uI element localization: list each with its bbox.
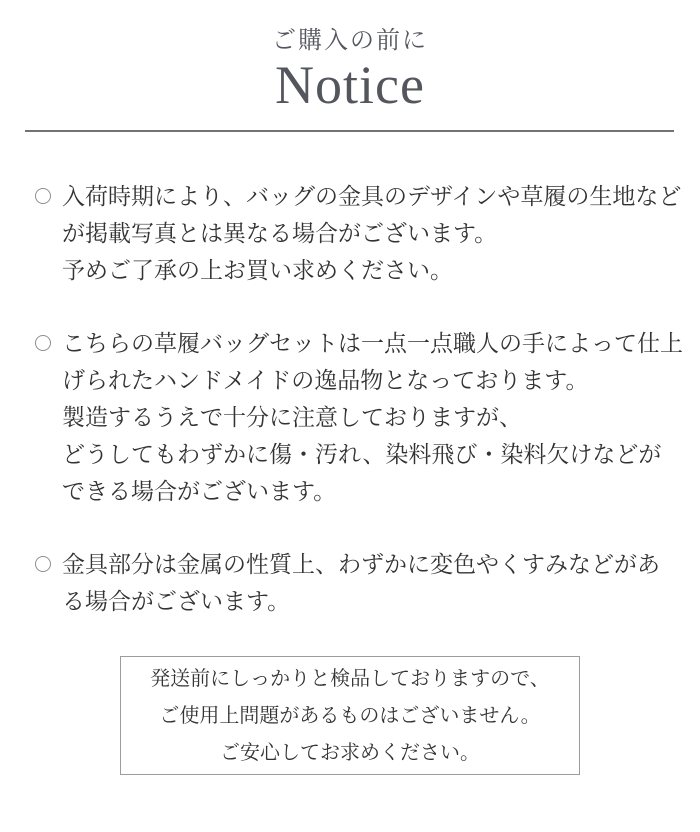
notice-item: [35, 178, 700, 289]
notice-line: 予めご了承の上お買い求めください。: [62, 257, 453, 283]
notice-line: できる場合がございます。: [62, 478, 337, 504]
notice-line: 入荷時期により、バッグの金具のデザインや草履の生地など: [62, 183, 682, 209]
notice-item: [35, 546, 700, 620]
assurance-line: ご安心してお求めください。: [220, 742, 480, 764]
assurance-line: 発送前にしっかりと検品しておりますので、: [150, 668, 550, 690]
header-subtitle: ご購入の前に: [272, 28, 428, 54]
notice-list: [0, 132, 700, 620]
notice-line: る場合がございます。: [62, 588, 291, 614]
notice-text: [62, 546, 660, 620]
circle-bullet-icon: [35, 188, 51, 204]
assurance-box: [120, 656, 580, 775]
notice-text: [62, 178, 681, 289]
circle-bullet-icon: [35, 335, 51, 351]
assurance-line: ご使用上問題があるものはございません。: [159, 705, 541, 727]
circle-bullet-icon: [35, 556, 51, 572]
page-header: [0, 0, 700, 114]
page-title: Notice: [275, 55, 425, 115]
notice-line: こちらの草履バッグセットは一点一点職人の手によって仕上: [62, 330, 683, 356]
notice-text: [62, 325, 683, 510]
notice-line: どうしてもわずかに傷・汚れ、染料飛び・染料欠けなどが: [62, 441, 662, 467]
notice-line: げられたハンドメイドの逸品物となっております。: [62, 367, 589, 393]
notice-line: が掲載写真とは異なる場合がございます。: [62, 220, 498, 246]
notice-line: 製造するうえで十分に注意しておりますが、: [62, 404, 522, 430]
notice-item: [35, 325, 700, 510]
notice-line: 金具部分は金属の性質上、わずかに変色やくすみなどがあ: [62, 551, 660, 577]
